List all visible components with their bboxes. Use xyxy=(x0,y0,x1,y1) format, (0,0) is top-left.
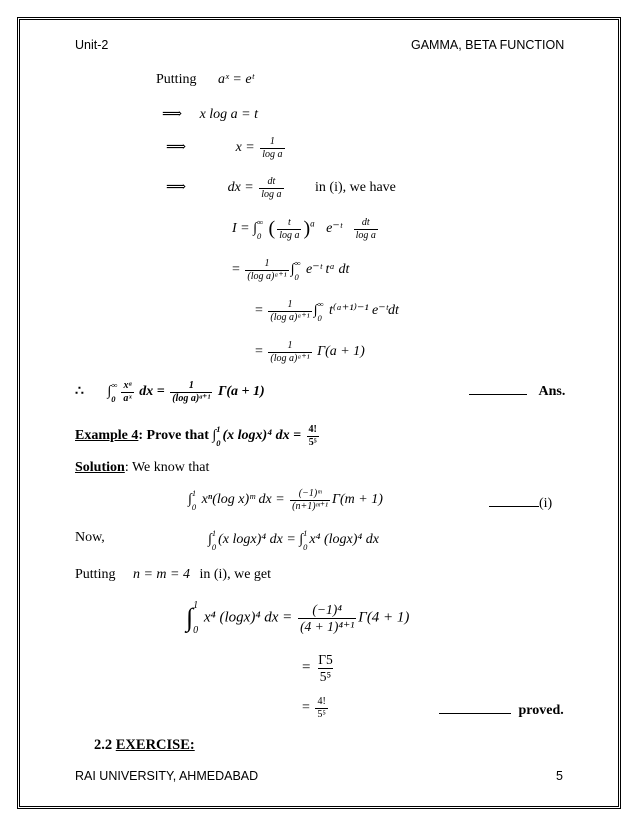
final1-fraction xyxy=(298,602,356,634)
exercise-number: 2.2 xyxy=(94,737,113,753)
integral1-lhs: I = xyxy=(232,221,250,237)
lower-limit: 0 xyxy=(216,438,221,448)
now-label: Now, xyxy=(75,530,105,545)
example-body: (x logx)⁴ dx = xyxy=(222,428,302,444)
fraction-denominator: 5⁵ xyxy=(308,436,317,448)
fraction-numerator: 1 xyxy=(287,340,293,351)
step3-line xyxy=(166,176,396,200)
integral-sign-icon: ∫ xyxy=(212,428,217,444)
equals-sign: = xyxy=(255,303,263,319)
integral2-fraction xyxy=(245,258,288,282)
known-line xyxy=(188,488,383,512)
integral-limits xyxy=(193,600,198,636)
integral4-line xyxy=(255,340,365,364)
fraction-numerator: t xyxy=(287,217,291,228)
integral-limits xyxy=(216,424,220,448)
integral1-power: a xyxy=(310,218,315,229)
equals-sign: = xyxy=(302,659,311,676)
final3-fraction xyxy=(315,696,328,720)
lower-limit: 0 xyxy=(111,394,116,404)
final3-line xyxy=(302,696,330,720)
integral-limits xyxy=(212,528,216,552)
step3-lhs: dx = xyxy=(227,180,254,196)
result-answer xyxy=(469,384,565,400)
fraction-numerator: dt xyxy=(361,217,370,228)
result-dx: dx = xyxy=(139,384,165,400)
integral2-line xyxy=(232,258,349,282)
final1-body: x⁴ (logx)⁴ dx = xyxy=(203,609,293,626)
fraction-numerator: 4! xyxy=(317,696,326,707)
putting-label: Putting xyxy=(156,72,197,87)
fraction-denominator: (n+1)ᵐ⁺¹ xyxy=(292,500,329,512)
solution-label: Solution xyxy=(75,460,125,475)
exercise-title: EXERCISE: xyxy=(115,737,195,753)
implies-icon: ⟹ xyxy=(162,107,183,122)
integral-limits xyxy=(111,380,117,404)
result-line xyxy=(75,380,265,404)
step1-line xyxy=(162,106,258,123)
integral3-line xyxy=(255,299,399,323)
solution-line xyxy=(75,460,209,476)
fraction-numerator: 1 xyxy=(264,258,270,269)
footer-university: RAI UNIVERSITY, AHMEDABAD xyxy=(75,769,259,783)
putting2-equation: n = m = 4 xyxy=(132,567,190,582)
integral-sign-icon: ∫ xyxy=(208,532,212,548)
example-label: Example 4 xyxy=(75,428,139,444)
fraction-denominator: log a xyxy=(262,148,283,160)
integral-sign-icon: ∫ xyxy=(299,532,304,548)
now-body: (x logx)⁴ dx = xyxy=(218,532,296,548)
upper-limit: 1 xyxy=(211,528,217,538)
putting2-line xyxy=(75,567,271,583)
lower-limit: 0 xyxy=(211,542,217,552)
integral4-body: Γ(a + 1) xyxy=(317,344,365,360)
upper-limit: ∞ xyxy=(317,299,324,309)
solution-text: : We know that xyxy=(124,460,210,475)
upper-limit: 1 xyxy=(191,488,197,498)
fraction-numerator: Γ5 xyxy=(318,652,333,667)
integral-sign-icon: ∫ xyxy=(253,221,257,237)
upper-limit: 1 xyxy=(216,424,221,434)
integral-limits xyxy=(192,488,196,512)
fraction-denominator: log a xyxy=(279,229,300,241)
fraction-denominator: (log a)ᵃ⁺¹ xyxy=(247,270,287,282)
known-gamma: Γ(m + 1) xyxy=(332,492,383,508)
equation-tag xyxy=(489,496,552,512)
result-integrand-fraction xyxy=(121,380,133,404)
putting-equation: aˣ = eᵗ xyxy=(217,72,254,87)
integral1-line xyxy=(232,217,380,241)
fraction-numerator: 1 xyxy=(287,299,293,310)
step2-lhs: x = xyxy=(235,140,255,156)
fraction-denominator: 5⁵ xyxy=(319,668,332,684)
putting-line xyxy=(156,72,254,88)
answer-label: Ans. xyxy=(538,384,566,399)
integral-limits xyxy=(303,528,307,552)
integral-sign-icon: ∫ xyxy=(313,303,318,319)
proved-blank xyxy=(439,713,511,714)
fraction-denominator: (log a)ᵃ⁺¹ xyxy=(270,352,310,364)
equals-sign: = xyxy=(232,262,240,278)
fraction-numerator: 4! xyxy=(308,424,317,435)
upper-limit: ∞ xyxy=(111,380,118,390)
integral4-fraction xyxy=(268,340,311,364)
integral1-dt-fraction xyxy=(354,217,378,241)
integral-limits xyxy=(317,299,323,323)
tag-label: (i) xyxy=(539,496,553,511)
exercise-heading xyxy=(94,737,195,754)
implies-icon: ⟹ xyxy=(166,140,187,156)
upper-limit: ∞ xyxy=(294,258,301,268)
fraction-numerator: 1 xyxy=(269,136,275,147)
equals-sign: = xyxy=(255,344,263,360)
step1-equation: x log a = t xyxy=(199,107,259,122)
tag-blank xyxy=(489,506,539,507)
final1-line xyxy=(186,600,409,636)
upper-limit: 1 xyxy=(193,600,199,611)
example-fraction xyxy=(307,424,319,448)
proved-label: proved. xyxy=(518,703,564,718)
page-number: 5 xyxy=(556,769,563,783)
page-border xyxy=(17,17,621,809)
header-unit: Unit-2 xyxy=(75,38,109,52)
lower-limit: 0 xyxy=(193,625,199,636)
fraction-denominator: (4 + 1)⁴⁺¹ xyxy=(300,618,355,634)
equals-sign: = xyxy=(302,700,310,716)
integral1-inner-fraction xyxy=(277,217,301,241)
integral-sign-icon: ∫ xyxy=(107,384,112,400)
implies-icon: ⟹ xyxy=(166,180,187,196)
fraction-denominator: (log a)ᵃ⁺¹ xyxy=(172,392,211,404)
final2-line xyxy=(302,652,337,684)
step2-line xyxy=(166,136,287,160)
final1-gamma: Γ(4 + 1) xyxy=(358,609,410,626)
result-fraction xyxy=(170,380,212,404)
step2-fraction xyxy=(260,136,284,160)
integral3-body: t⁽ᵃ⁺¹⁾⁻¹ e⁻ᵗdt xyxy=(329,303,399,319)
fraction-denominator: aˣ xyxy=(123,392,132,404)
fraction-numerator: (−1)⁴ xyxy=(312,601,342,617)
fraction-denominator: log a xyxy=(261,188,282,200)
integral1-exponential: e⁻ᵗ xyxy=(326,221,343,237)
now-equation xyxy=(208,528,379,552)
integral2-body: e⁻ᵗ tᵃ dt xyxy=(306,262,350,278)
integral-limits xyxy=(257,217,263,241)
fraction-denominator: (log a)ᵃ⁺¹ xyxy=(270,311,310,323)
integral-limits xyxy=(294,258,300,282)
example-line xyxy=(75,424,321,448)
known-body: xⁿ(log x)ᵐ dx = xyxy=(201,492,285,508)
putting2-text: in (i), we get xyxy=(199,567,272,582)
putting2-label: Putting xyxy=(75,567,116,582)
left-paren-icon: ( xyxy=(268,217,276,240)
header-title: GAMMA, BETA FUNCTION xyxy=(411,38,565,52)
lower-limit: 0 xyxy=(317,313,322,323)
lower-limit: 0 xyxy=(256,231,262,241)
now-body-right: x⁴ (logx)⁴ dx xyxy=(309,532,379,548)
answer-blank xyxy=(469,394,527,395)
step3-fraction xyxy=(259,176,283,200)
fraction-numerator: 1 xyxy=(188,380,194,391)
result-body: Γ(a + 1) xyxy=(217,384,265,400)
lower-limit: 0 xyxy=(294,272,299,282)
integral-sign-icon: ∫ xyxy=(188,492,192,508)
fraction-denominator: log a xyxy=(355,229,376,241)
known-fraction xyxy=(290,488,330,512)
upper-limit: ∞ xyxy=(256,217,264,227)
right-paren-icon: ) xyxy=(303,217,311,240)
fraction-numerator: xᵃ xyxy=(123,380,132,391)
lower-limit: 0 xyxy=(191,502,197,512)
proved-line xyxy=(439,703,564,719)
now-line xyxy=(75,530,105,546)
fraction-numerator: dt xyxy=(267,176,276,187)
lower-limit: 0 xyxy=(303,542,308,552)
integral3-fraction xyxy=(268,299,311,323)
final2-fraction xyxy=(316,652,335,684)
fraction-denominator: 5⁵ xyxy=(317,708,326,720)
integral-sign-icon: ∫ xyxy=(290,262,295,278)
upper-limit: 1 xyxy=(303,528,308,538)
step3-note: in (i), we have xyxy=(315,180,396,196)
therefore-icon: ∴ xyxy=(75,384,84,400)
fraction-numerator: (−1)ᵐ xyxy=(298,488,322,499)
integral-sign-icon: ∫ xyxy=(186,603,194,632)
example-text: : Prove that xyxy=(138,428,209,444)
